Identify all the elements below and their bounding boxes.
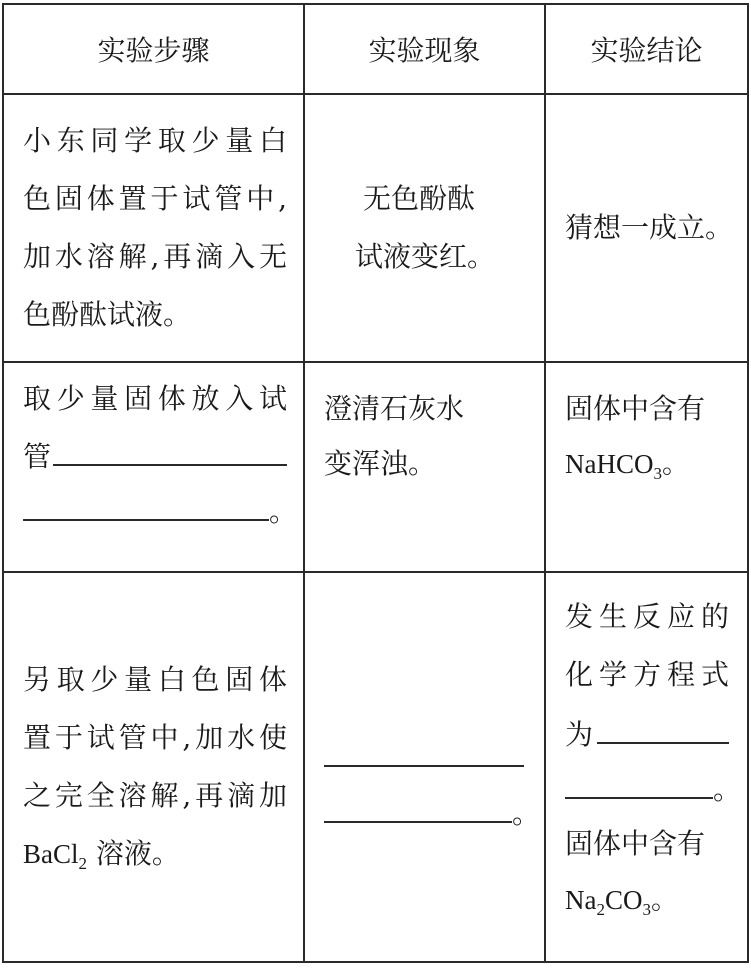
chemical-formula: NaHCO$_3$。 — [565, 449, 689, 483]
phenomenon-text-line: 变浑浊。 — [324, 447, 437, 480]
phenomenon-cell — [304, 362, 545, 572]
conclusion-cell — [545, 94, 748, 362]
conclusion-text-line: 固体中含有 — [565, 392, 706, 425]
step-text-line: 色固体置于试管中, — [23, 182, 287, 215]
header-row — [3, 4, 748, 94]
step-cell — [3, 572, 304, 962]
answer-blank[interactable] — [324, 739, 524, 767]
table-row — [3, 94, 748, 362]
header-step: 实验步骤 — [3, 4, 304, 94]
phenomenon-cell — [304, 572, 545, 962]
table-row — [3, 572, 748, 962]
phenomenon-cell — [304, 94, 545, 362]
phenomenon-text-line: 试液变红。 — [355, 240, 496, 273]
conclusion-text-line: 固体中含有 — [565, 827, 706, 860]
step-text-line: 色酚酞试液。 — [23, 298, 192, 331]
step-text: 。 — [269, 495, 298, 528]
answer-line — [324, 795, 540, 831]
table-row — [3, 362, 748, 572]
step-text-line: 另取少量白色固体 — [23, 663, 287, 696]
step-text: 管 — [23, 440, 52, 473]
step-text-line: BaCl$_2$ 溶液。 — [23, 837, 180, 873]
step-text-line: 之完全溶解,再滴加 — [23, 779, 287, 812]
conclusion-text-line: 为 — [565, 716, 729, 752]
header-conclusion: 实验结论 — [545, 4, 748, 94]
chemical-formula: BaCl$_2$ — [23, 839, 88, 873]
conclusion-cell — [545, 362, 748, 572]
header-phenomenon: 实验现象 — [304, 4, 545, 94]
answer-line: 。 — [565, 771, 741, 807]
conclusion-text-line: 发生反应的 — [565, 600, 729, 633]
step-text-line: 加水溶解,再滴入无 — [23, 240, 287, 273]
step-text-line — [23, 493, 297, 529]
conclusion-cell — [545, 572, 748, 962]
answer-line — [324, 739, 524, 775]
answer-blank[interactable] — [565, 771, 713, 799]
answer-blank[interactable] — [597, 716, 729, 744]
step-text-line: 小东同学取少量白 — [23, 124, 287, 157]
answer-blank[interactable] — [324, 795, 512, 823]
step-cell — [3, 94, 304, 362]
phenomenon-text-line: 澄清石灰水 — [324, 392, 465, 425]
answer-blank[interactable] — [23, 493, 269, 521]
conclusion-text-line: 化学方程式 — [565, 658, 729, 691]
answer-blank[interactable] — [53, 438, 287, 466]
experiment-table — [2, 3, 749, 963]
step-text-line: 取少量固体放入试 — [23, 382, 287, 415]
phenomenon-text-line: 无色酚酞 — [363, 182, 476, 215]
conclusion-text-line: 猜想一成立。 — [565, 211, 734, 244]
chemical-formula: $Na_2CO_3$。 — [565, 885, 678, 919]
step-cell — [3, 362, 304, 572]
step-text-line: 置于试管中,加水使 — [23, 721, 287, 754]
step-text-line — [23, 438, 287, 474]
period-text: 。 — [512, 797, 541, 830]
